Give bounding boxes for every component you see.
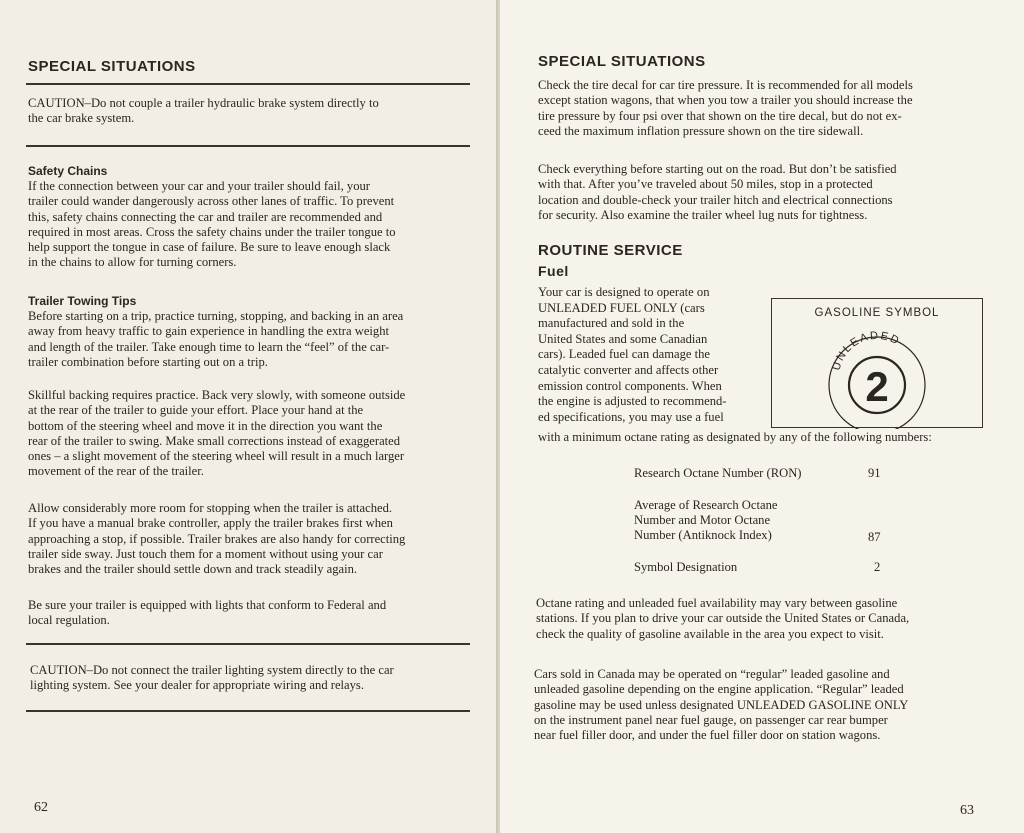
gasoline-symbol-icon <box>821 325 933 429</box>
tire-pressure-paragraph: Check the tire decal for car tire pressure. It is recommended for all models except station wagons, that when you tow a trailer you should increase the tire pressure by four psi over that shown on the tire decal, but do not ex- ceed the maximum inflation pressure shown on the tire sidewall. <box>538 78 913 138</box>
right-section-title: SPECIAL SITUATIONS <box>538 53 706 70</box>
octane-availability-paragraph: Octane rating and unleaded fuel availability may vary between gasoline stations. If you plan to drive your car outside the United States or Canada, check the quality of gasoline available in the area you expect to visit. <box>536 596 910 641</box>
left-page-number: 62 <box>34 800 48 815</box>
gasoline-symbol-box <box>771 298 983 428</box>
left-page <box>0 0 498 833</box>
fuel-paragraph-continued: with a minimum octane rating as designated by any of the following numbers: <box>538 430 932 444</box>
backing-paragraph: Skillful backing requires practice. Back very slowly, with someone outside at the rear of the trailer to guide your effort. Place your hand at the bottom of the steering wheel and move it in the direction you want the rear of the trailer to swing. Make small corrections instead of exaggerated ones – a slight movement of the steering wheel will result in a much larger movement of the rear of the trailer. <box>28 388 406 479</box>
towing-tips-heading: Trailer Towing Tips <box>28 294 137 308</box>
right-page-number: 63 <box>960 803 974 818</box>
caution-hydraulic: CAUTION–Do not couple a trailer hydraulic brake system directly to the car brake system. <box>28 96 379 126</box>
left-title-rule <box>26 83 470 85</box>
octane-row-label: Research Octane Number (RON) <box>634 466 802 480</box>
octane-digit: 2 <box>865 363 889 410</box>
octane-row-value: 87 <box>868 530 881 544</box>
right-page <box>500 0 1024 833</box>
octane-row-value: 2 <box>874 560 881 574</box>
octane-row-value: 91 <box>868 466 881 480</box>
towing-tips-body: Before starting on a trip, practice turning, stopping, and backing in an area away from heavy traffic to gain experience in handling the extra weight and length of the trailer. Take enough time to learn the “feel” of the car- trailer combination before starting out on a trip. <box>28 309 404 369</box>
caution-rule-3 <box>26 710 470 712</box>
stopping-paragraph: Allow considerably more room for stopping when the trailer is attached. If you have a manual brake controller, apply the trailer brakes first when approaching a stop, if possible. Trailer brakes are also handy for correcting trailer side sway. Just touch them for a moment without using your car brakes and the trailer should settle down and track steadily again. <box>28 501 406 577</box>
fuel-heading: Fuel <box>538 263 569 279</box>
unleaded-arc-text: UNLEADED <box>830 329 903 372</box>
octane-row-label: Symbol Designation <box>634 560 738 574</box>
check-everything-paragraph: Check everything before starting out on the road. But don’t be satisfied with that. After you’ve traveled about 50 miles, stop in a protected location and double-check your trailer hitch and electrical connections for security. Also examine the trailer wheel lug nuts for tightness. <box>538 162 897 222</box>
caution-lighting: CAUTION–Do not connect the trailer lighting system directly to the car lighting system. See your dealer for appropriate wiring and relays. <box>30 663 394 693</box>
lights-paragraph: Be sure your trailer is equipped with lights that conform to Federal and local regulation. <box>28 598 387 628</box>
caution-rule-1 <box>26 145 470 147</box>
fuel-paragraph: Your car is designed to operate on UNLEADED FUEL ONLY (cars manufactured and sold in the United States and some Canadian cars). Leaded fuel can damage the catalytic converter and affects other emission control components. When the engine is adjusted to recommend- ed specifications, you may use a fuel <box>538 285 727 424</box>
safety-chains-body: If the connection between your car and your trailer should fail, your trailer could wander dangerously across other lanes of traffic. To prevent this, safety chains connecting the car and trailer are recommended and required in most areas. Cross the safety chains under the trailer tongue to help support the tongue in case of failure. Be sure to leave enough slack in the chains to allow for turning corners. <box>28 179 396 270</box>
canada-paragraph: Cars sold in Canada may be operated on “regular” leaded gasoline and unleaded gasoline depending on the engine application. “Regular” leaded gasoline may be used unless designated UNLEADED GASOLINE ONLY on the instrument panel near fuel gauge, on passenger car rear bumper near fuel filler door, and under the fuel filler door on station wagons. <box>534 667 909 743</box>
safety-chains-heading: Safety Chains <box>28 164 108 178</box>
caution-rule-2 <box>26 643 470 645</box>
octane-row-label: Average of Research Octane Number and Motor Octane Number (Antiknock Index) <box>634 498 778 542</box>
gasoline-symbol-title: GASOLINE SYMBOL <box>814 307 940 319</box>
routine-service-title: ROUTINE SERVICE <box>538 242 683 259</box>
left-section-title: SPECIAL SITUATIONS <box>28 58 196 75</box>
